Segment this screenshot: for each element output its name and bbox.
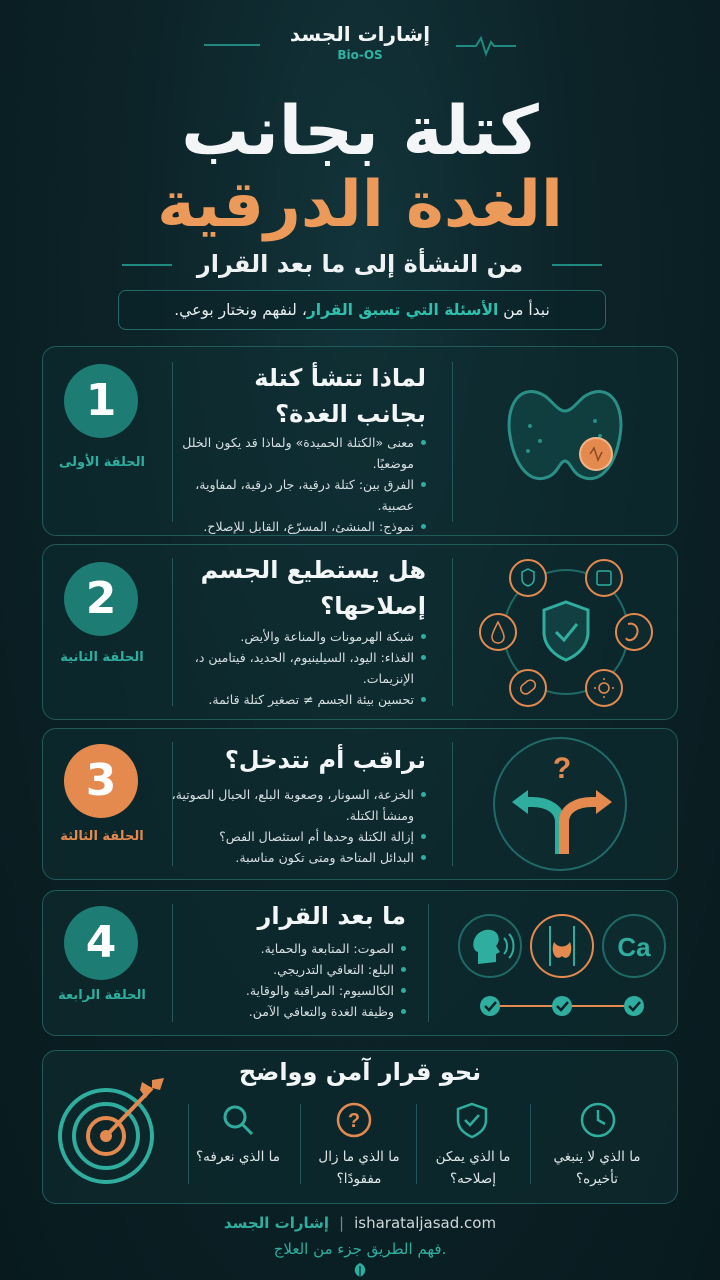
- footer-tagline: فهم الطريق جزء من العلاج.: [273, 1240, 447, 1258]
- list-item: إزالة الكتلة وحدها أم استئصال الفص؟: [166, 826, 426, 847]
- intro-box: [118, 290, 606, 330]
- heartbeat-icon: [456, 34, 516, 58]
- divider: [530, 1104, 531, 1184]
- episode-bullets-4: [146, 938, 406, 1022]
- list-item: الصوت: المتابعة والحماية.: [146, 938, 406, 959]
- footer-brand: إشارات الجسد: [223, 1214, 330, 1232]
- footer-separator: |: [339, 1214, 345, 1232]
- episode-title-3: نراقب أم نتدخل؟: [224, 746, 426, 774]
- intro-text-start: نبدأ من: [498, 301, 550, 319]
- list-item: البدائل المتاحة ومتى تكون مناسبة.: [166, 847, 426, 868]
- intro-text-end: ، لنفهم ونختار بوعي.: [174, 301, 307, 319]
- episode-title-2-line1: هل يستطيع الجسم: [200, 556, 426, 584]
- question-known: [183, 1146, 293, 1168]
- page-title-line2: الغدة الدرقية: [157, 168, 563, 242]
- calcium-label: Ca: [617, 932, 651, 962]
- question-urgent-line2: تأخيره؟: [576, 1171, 618, 1187]
- target-icon: [56, 1070, 172, 1186]
- episode-title-4: ما بعد القرار: [257, 902, 406, 930]
- episode-number-4: 4: [64, 906, 138, 980]
- brand-name: إشارات الجسد: [289, 22, 431, 46]
- episode-bullets-2: [166, 626, 426, 710]
- card-divider: [452, 558, 453, 706]
- list-item: وظيفة الغدة والتعافي الآمن.: [146, 1001, 406, 1022]
- card-divider: [452, 362, 453, 522]
- card-divider: [428, 904, 429, 1022]
- episode-number-2: 2: [64, 562, 138, 636]
- question-missing: [304, 1146, 414, 1190]
- leaf-icon: [351, 1262, 369, 1278]
- check-icon: [624, 996, 644, 1016]
- recovery-icons: [456, 912, 668, 1022]
- shield-check-icon: [452, 1100, 492, 1140]
- divider: [188, 1104, 189, 1184]
- list-item: نموذج: المنشئ، المسرّع، القابل للإصلاح.: [166, 516, 426, 537]
- list-item: الخزعة، السونار، وصعوبة البلع، الحبال الصوتية، ومنشأ الكتلة.: [166, 784, 426, 826]
- page-title-line1: كتلة بجانب: [181, 92, 539, 171]
- list-item: الغذاء: اليود، السيلينيوم، الحديد، فيتامين د، الإنزيمات.: [166, 647, 426, 689]
- episode-number-3: 3: [64, 744, 138, 818]
- decision-title: نحو قرار آمن وواضح: [238, 1058, 482, 1086]
- episode-label-2: الحلقة الثانية: [60, 650, 144, 665]
- question-icon: [334, 1100, 374, 1140]
- clock-icon: [578, 1100, 618, 1140]
- intro-highlight: الأسئلة التي تسبق القرار: [306, 301, 499, 319]
- episode-bullets-3: [166, 784, 426, 868]
- list-item: شبكة الهرمونات والمناعة والأيض.: [166, 626, 426, 647]
- episode-title-2: [166, 552, 426, 624]
- subtitle: من النشأة إلى ما بعد القرار: [196, 250, 524, 278]
- episode-title-1: [166, 360, 426, 432]
- crossroads-icon: [490, 736, 630, 872]
- shield-network-icon: [476, 552, 656, 712]
- list-item: البلع: التعافي التدريجي.: [146, 959, 406, 980]
- footer-url[interactable]: isharataljasad.com: [354, 1214, 497, 1232]
- question-fixable: [418, 1146, 528, 1190]
- divider: [416, 1104, 417, 1184]
- episode-bullets-1: [166, 432, 426, 537]
- question-urgent-line1: ما الذي لا ينبغي: [553, 1149, 641, 1165]
- episode-title-2-line2: إصلاحها؟: [320, 592, 426, 620]
- episode-label-1: الحلقة الأولى: [58, 455, 146, 470]
- episode-title-1-line1: لماذا تتشأ كتلة: [254, 364, 426, 392]
- svg-text:?: ?: [552, 752, 572, 785]
- question-known-text: ما الذي نعرفه؟: [195, 1149, 281, 1165]
- brand-tag: Bio-OS: [337, 48, 383, 62]
- list-item: الكالسيوم: المراقبة والوقاية.: [146, 980, 406, 1001]
- list-item: الفرق بين: كتلة درقية، جار درقية، لمفاوية، عصبية.: [166, 474, 426, 516]
- search-icon: [218, 1100, 258, 1140]
- episode-number-1: 1: [64, 364, 138, 438]
- brand: [0, 22, 720, 62]
- throat-icon: [531, 915, 593, 977]
- svg-text:?: ?: [347, 1110, 361, 1132]
- question-missing-line1: ما الذي ما زال: [318, 1149, 400, 1165]
- divider: [300, 1104, 301, 1184]
- card-divider: [452, 742, 453, 866]
- episode-label-4: الحلقة الرابعة: [58, 988, 146, 1003]
- thyroid-icon: [500, 376, 630, 496]
- list-item: معنى «الكتلة الحميدة» ولماذا قد يكون الخلل موضعيًا.: [166, 432, 426, 474]
- question-fixable-line2: إصلاحه؟: [449, 1171, 497, 1187]
- list-item: تحسين بيئة الجسم ≠ تصغير كتلة قائمة.: [166, 689, 426, 710]
- question-urgent: [542, 1146, 652, 1190]
- episode-title-1-line2: بجانب الغدة؟: [275, 400, 426, 428]
- check-icon: [480, 996, 500, 1016]
- question-fixable-line1: ما الذي يمكن: [435, 1149, 511, 1165]
- question-missing-line2: مفقودًا؟: [336, 1171, 382, 1187]
- footer: [0, 1214, 720, 1232]
- episode-label-3: الحلقة الثالثة: [60, 829, 144, 844]
- check-icon: [552, 996, 572, 1016]
